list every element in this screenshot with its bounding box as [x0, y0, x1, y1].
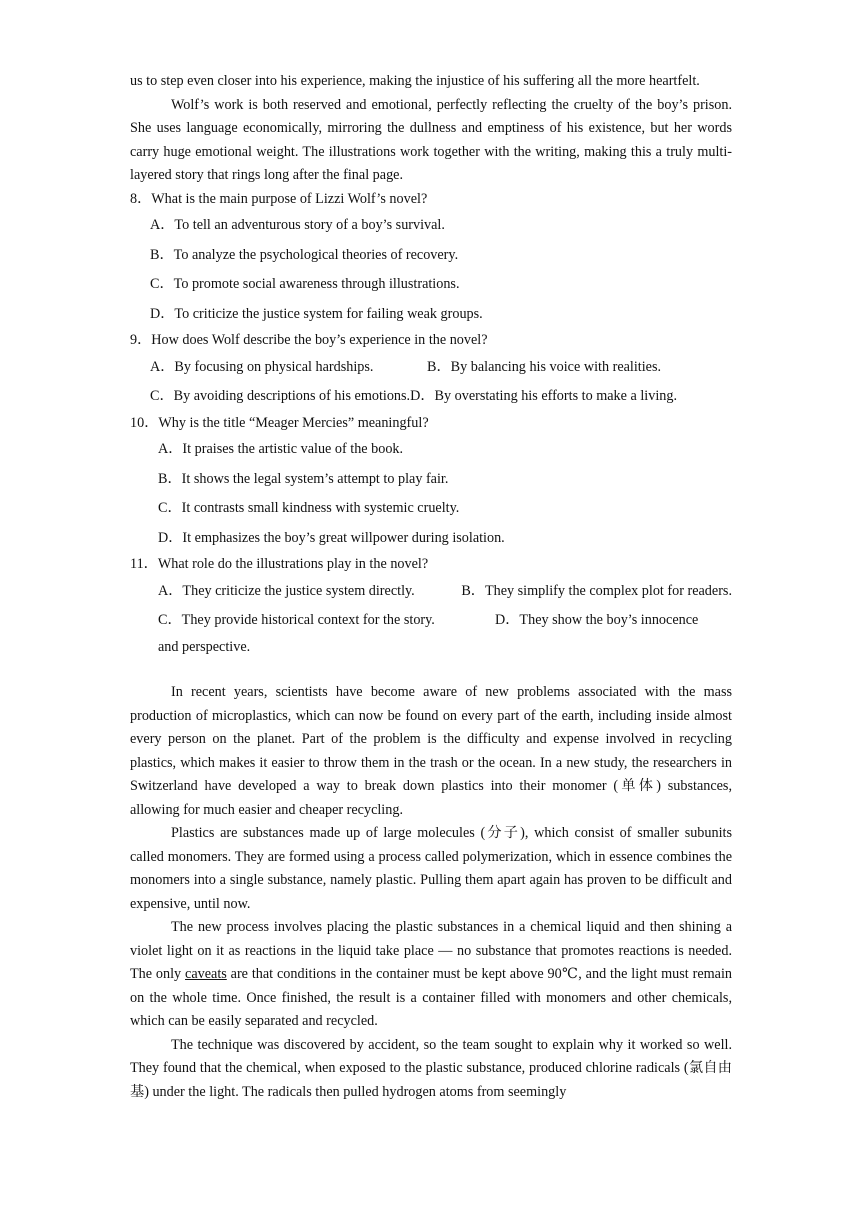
option-b: B．By balancing his voice with realities.	[427, 358, 662, 375]
option-d: D．It emphasizes the boy’s great willpower during isolation.	[158, 529, 505, 546]
option-b: B．To analyze the psychological theories of recovery.	[150, 246, 459, 263]
option-a: A．It praises the artistic value of the book.	[158, 441, 404, 457]
option-a: A．By focusing on physical hardships.	[150, 358, 374, 375]
option-a: A．They criticize the justice system directly.	[158, 582, 415, 599]
option-c: C．It contrasts small kindness with systemic cruelty.	[158, 500, 460, 516]
option-a: A．To tell an adventurous story of a boy’s survival.	[150, 217, 445, 233]
question-9	[130, 329, 732, 412]
option-b: B．They simplify the complex plot for readers.	[461, 582, 732, 599]
passage-separator	[130, 659, 732, 681]
exam-page	[130, 70, 732, 1104]
passage1-paragraph-last: Wolf’s work is both reserved and emotional, perfectly reflecting the cruelty of the boy’s prison. She uses language economically, mirroring the dullness and emptiness of his existence, but her words carry huge emotional weight. The illustrations work together with the writing, making this a truly multi-layered story that rings long after the final page.	[130, 96, 732, 183]
option-b: B．It shows the legal system’s attempt to play fair.	[158, 470, 449, 487]
option-c: C．They provide historical context for the story.	[158, 612, 435, 628]
question-stem: 8．What is the main purpose of Lizzi Wolf’s novel?	[130, 190, 428, 207]
passage2-paragraph-4: The technique was discovered by accident, so the team sought to explain why it worked so well. They found that the chemical, when exposed to the plastic substance, produced chlorine radicals (氯自由基) under the light. The radicals then pulled hydrogen atoms from seemingly	[130, 1036, 732, 1100]
option-row	[158, 577, 732, 607]
text-segment: are that conditions in the container must be kept above 90℃, and the light must remain on the whole time. Once finished, the result is a container filled with monomers and other chemicals, which can be easily separated and recycled.	[130, 966, 732, 1029]
passage2-paragraph-1: In recent years, scientists have become aware of new problems associated with the mass production of microplastics, which can now be found on every part of the earth, including inside almost every person on the planet. Part of the problem is the difficulty and expense involved in recycling plastics, which makes it easier to throw them in the trash or the ocean. In a new study, the researchers in Switzerland have developed a way to break down plastics into their monomer (单体) substances, allowing for much easier and cheaper recycling.	[130, 684, 732, 818]
question-stem: 11．What role do the illustrations play in the novel?	[130, 556, 429, 572]
option-c: C．By avoiding descriptions of his emotions.	[150, 388, 411, 404]
option-row	[150, 353, 732, 383]
option-c: C．To promote social awareness through illustrations.	[150, 276, 460, 292]
underlined-word: caveats	[185, 966, 227, 982]
question-stem: 10．Why is the title “Meager Mercies” meaningful?	[130, 414, 429, 431]
passage2-paragraph-3	[130, 916, 732, 1034]
question-10	[130, 412, 732, 554]
question-11	[130, 553, 732, 659]
question-8	[130, 188, 732, 330]
option-row	[150, 382, 732, 412]
option-row	[158, 606, 732, 636]
option-d-continuation: and perspective.	[158, 638, 251, 655]
passage1-paragraph-end: us to step even closer into his experience, making the injustice of his suffering all the more heartfelt.	[130, 73, 700, 89]
option-d: D．By overstating his efforts to make a living.	[410, 388, 677, 404]
option-d: D．They show the boy’s innocence	[495, 612, 699, 628]
passage2-paragraph-2: Plastics are substances made up of large molecules (分子), which consist of smaller subunits called monomers. They are formed using a process called polymerization, which in essence combines the monomers into a single substance, namely plastic. Pulling them apart again has proven to be difficult and expensive, until now.	[130, 825, 732, 912]
text-segment: The new process involves placing the plastic substances in a chemical liquid and then shining a violet light on it as reactions in the liquid take place — no substance that promotes reactions is needed. The only	[130, 919, 732, 982]
option-d: D．To criticize the justice system for failing weak groups.	[150, 305, 483, 322]
question-stem: 9．How does Wolf describe the boy’s experience in the novel?	[130, 332, 488, 348]
